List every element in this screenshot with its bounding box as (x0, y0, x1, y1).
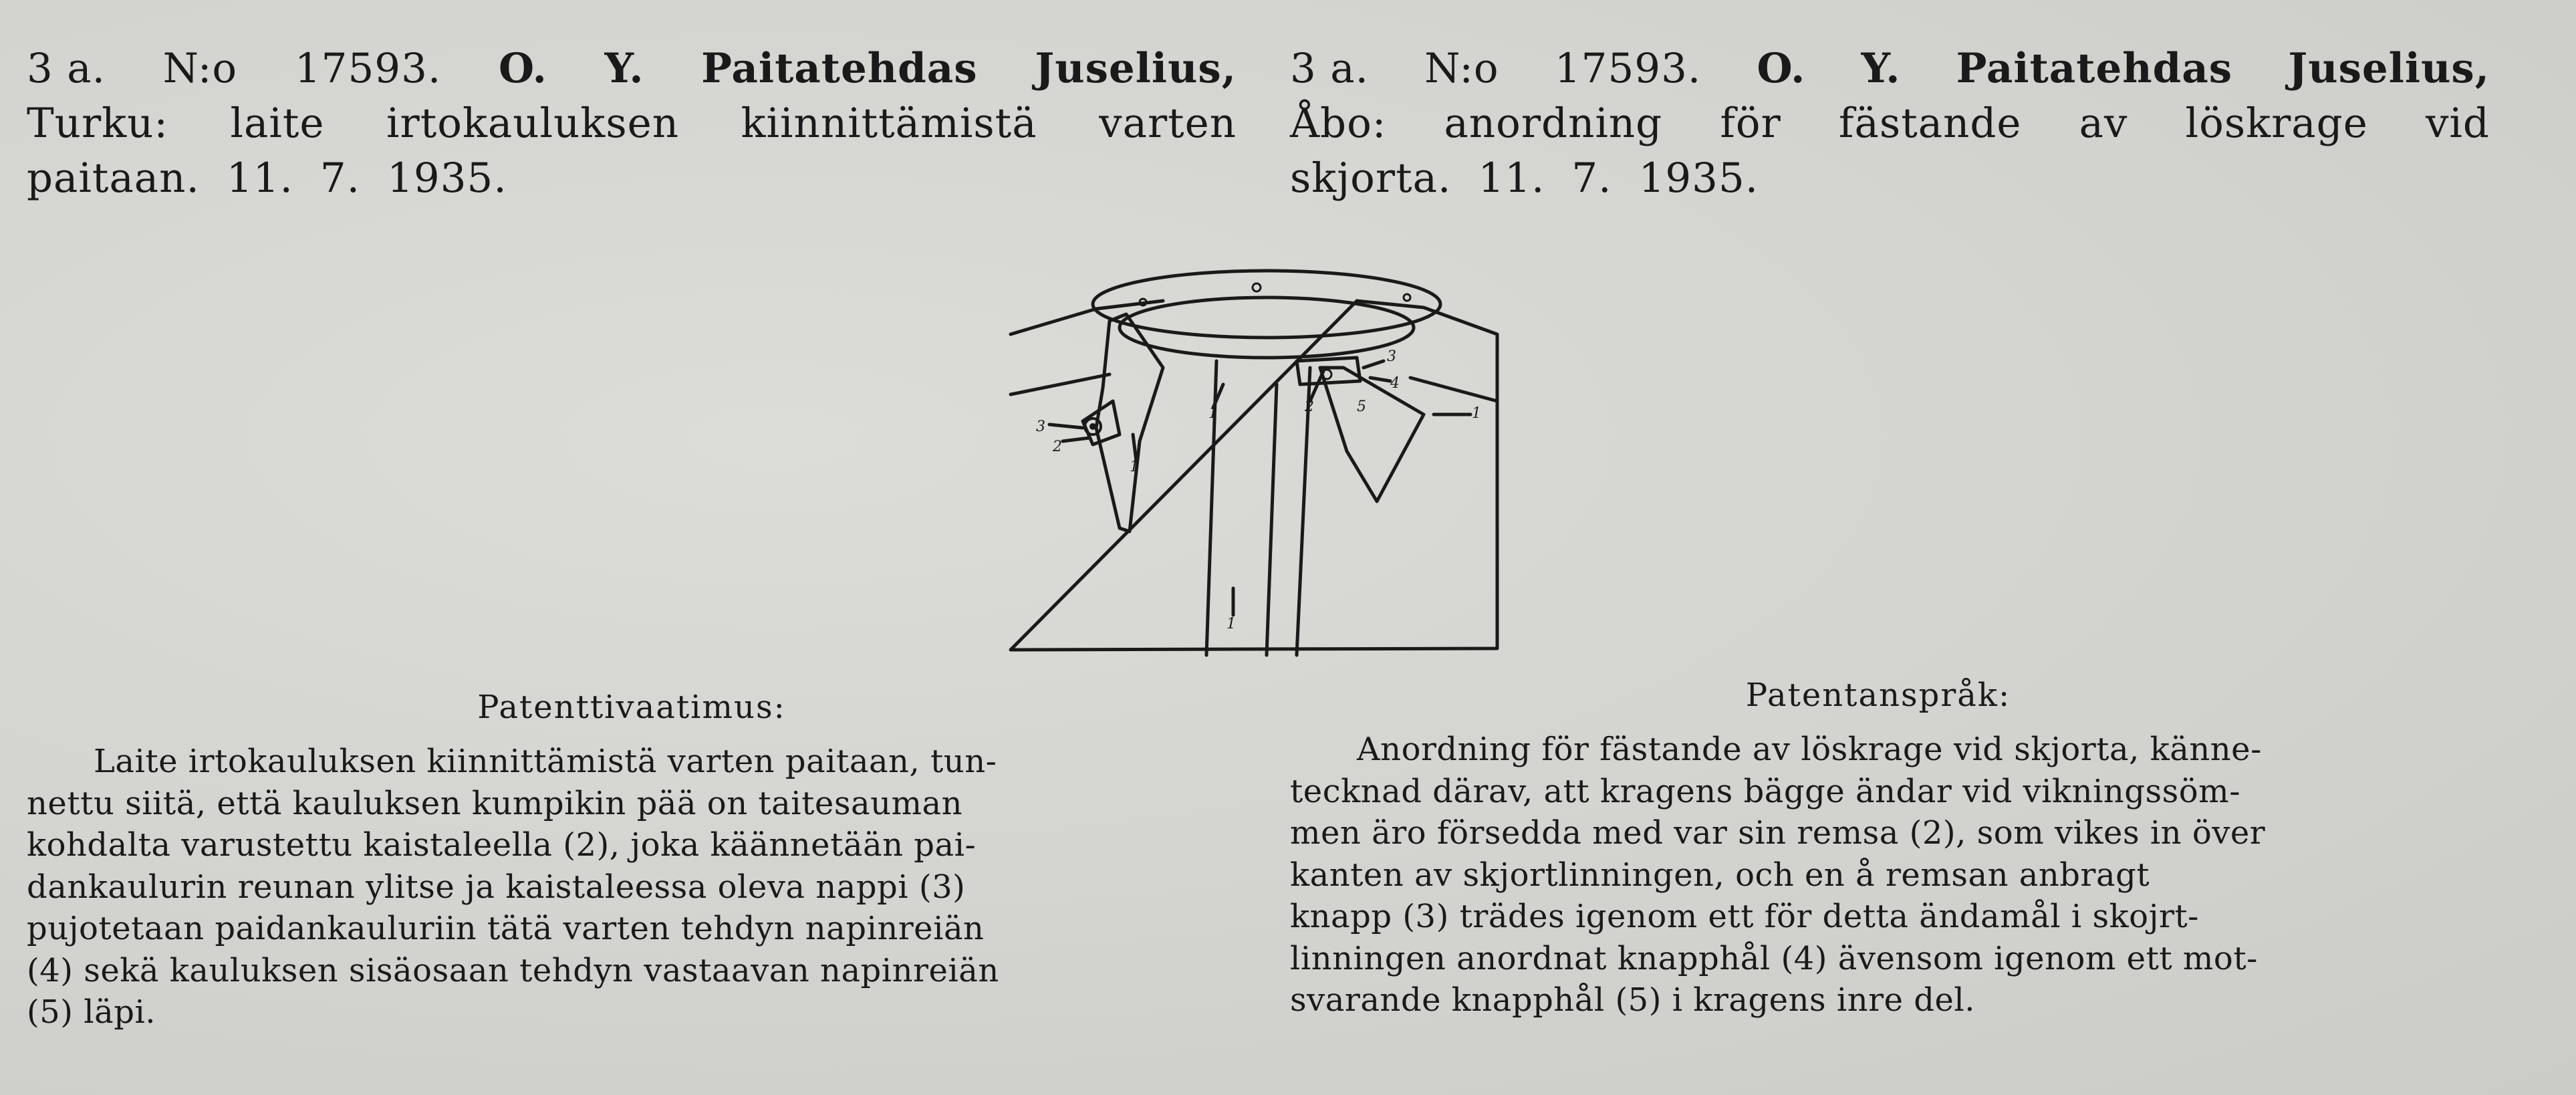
claim-line: Laite irtokauluksen kiinnittämistä varten paitaan, tun- (94, 743, 997, 780)
collar-drawing (996, 267, 1551, 662)
claim-line: men äro försedda med var sin remsa (2), som vikes in över (1290, 814, 2266, 852)
right-collar-point (1320, 368, 1424, 501)
figure-label: 1 (1130, 459, 1139, 475)
right-header-line-2: Åbo: anordning för fästande av löskrage vid (1290, 100, 2490, 147)
claim-line: nettu siitä, että kauluksen kumpikin pää on taitesauman (27, 784, 963, 822)
class-number: 3 a. (27, 45, 106, 92)
figure-label: 2 (1053, 439, 1062, 455)
claim-line: (4) sekä kauluksen sisäosaan tehdyn vastaavan napinreiän (27, 951, 999, 989)
figure-label: 1 (1208, 405, 1218, 422)
figure-label: 5 (1357, 398, 1366, 415)
right-column (1290, 41, 2490, 206)
patent-number: 17593. (294, 45, 442, 92)
claim-line: Anordning för fästande av löskrage vid skjorta, känne- (1357, 731, 2262, 768)
figure-label: 3 (1036, 418, 1045, 435)
claim-line: svarande knapphål (5) i kragens inre del. (1290, 981, 1976, 1019)
claim-line: kohdalta varustettu kaistaleella (2), joka käännetään pai- (27, 826, 977, 864)
right-header-line-3: skjorta. 11. 7. 1935. (1290, 154, 1759, 202)
figure-label: 2 (1305, 398, 1314, 415)
figure-label: 4 (1390, 375, 1400, 392)
claim-line: (5) läpi. (27, 993, 156, 1031)
left-column (27, 41, 1237, 206)
patent-date: 1935. (387, 154, 507, 202)
claim-line: linningen anordnat knapphål (4) ävensom igenom ett mot- (1290, 939, 2258, 977)
left-header-line-3: paitaan. 11. 7. 1935. (27, 151, 1237, 206)
claim-line: tecknad därav, att kragens bägge ändar vid vikningssöm- (1290, 772, 2240, 810)
claim-line: dankaulurin reunan ylitse ja kaistaleessa oleva nappi (3) (27, 868, 966, 906)
left-claim-title: Patenttivaatimus: (477, 689, 786, 726)
figure-label: 3 (1387, 348, 1396, 365)
right-claim-body (1290, 729, 2473, 1021)
left-claim-body (27, 741, 1230, 1033)
left-header-line-1: 3 a. N:o 17593. O. Y. Paitatehdas Juselius, (27, 41, 1237, 96)
left-header-line-2: Turku: laite irtokauluksen kiinnittämistä varten (27, 100, 1237, 147)
figure-label: 1 (1227, 616, 1236, 632)
applicant-name: Paitatehdas (701, 45, 978, 92)
right-header-line-1: 3 a. N:o 17593. O. Y. Paitatehdas Juselius, (1290, 45, 2490, 92)
figure-label: 1 (1472, 405, 1481, 422)
right-claim-title: Patentanspråk: (1745, 677, 2011, 714)
claim-line: kanten av skjortlinningen, och en å remsan anbragt (1290, 856, 2150, 894)
claim-line: pujotetaan paidankauluriin tätä varten tehdyn napinreiän (27, 910, 985, 947)
claim-line: knapp (3) trädes igenom ett för detta ändamål i skojrt- (1290, 898, 2199, 935)
shirt-body-outline (1011, 301, 1497, 650)
